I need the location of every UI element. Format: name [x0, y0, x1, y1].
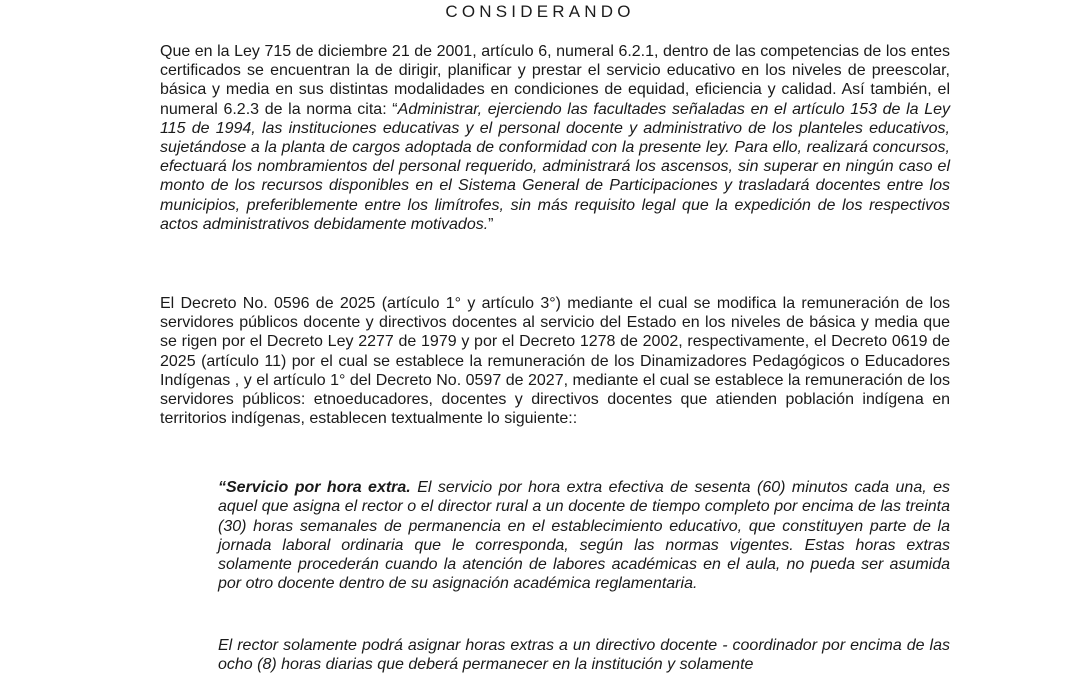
quote-body-text: El servicio por hora extra efectiva de sesenta (60) minutos cada una, es aquel que asigna el rector o el director rural a un docente de tiempo completo por encima de las treinta (30) horas semanales de permanencia en el establecimiento educativo, que constituyen parte de la jornada laboral ordinaria que le corresponda, según las normas vigentes. Estas horas extras solamente procederán cuando la atención de labores académicas en el aula, no pueda ser asumida por otro docente dentro de su asignación académica reglamentaria.: [218, 479, 951, 593]
paragraph-ley-715: [160, 42, 950, 234]
quote-servicio-hora-extra: [218, 478, 950, 594]
quote-rector-horas-extras: El rector solamente podrá asignar horas extras a un directivo docente - coordinador por encima de las ocho (8) horas diarias que deberá permanecer en la institución y solamente: [218, 637, 950, 674]
quoted-citation-text: Administrar, ejerciendo las facultades señaladas en el artículo 153 de la Ley 115 de 1994, las instituciones educativas y el personal docente y administrativo de los planteles educativos, sujetándose a la planta de cargos adoptada de conformidad con la presente ley. Para ello, realizará concursos, efectuará los nombramientos del personal requerido, administrará los ascensos, sin superar en ningún caso el monto de los recursos disponibles en el Sistema General de Participaciones y trasladará docentes entre los municipios, preferiblemente entre los limítrofes, sin más requisito legal que la expedición de los respectivos actos administrativos debidamente motivados.: [160, 100, 950, 233]
paragraph-decreto-0596: El Decreto No. 0596 de 2025 (artículo 1° y artículo 3°) mediante el cual se modifica la remuneración de los servidores públicos docente y directivos docentes al servicio del Estado en los niveles de básica y media que se rigen por el Decreto Ley 2277 de 1979 y por el Decreto 1278 de 2002, respectivamente, el Decreto 0619 de 2025 (artículo 11) por el cual se establece la remuneración de los Dinamizadores Pedagógicos o Educadores Indígenas , y el artículo 1° del Decreto No. 0597 de 2027, mediante el cual se establece la remuneración de los servidores públicos: etnoeducadores, docentes y directivos docentes que atienden población indígena en territorios indígenas, establecen textualmente lo siguiente::: [160, 295, 950, 428]
paragraph-intro-text: Que en la Ley 715 de diciembre 21 de 2001, artículo 6, numeral 6.2.1, dentro de las competencias de los entes certificados se encuentran la de dirigir, planificar y prestar el servicio educativo en los niveles de preescolar, básica y media en sus distintas modalidades en condiciones de equidad, eficiencia y calidad. Así también, el numeral 6.2.3 de la norma cita: “: [160, 43, 950, 118]
quote-lead-title: “Servicio por hora extra.: [218, 479, 411, 496]
closing-quote: ”: [488, 215, 494, 233]
section-heading: CONSIDERANDO: [445, 2, 635, 21]
